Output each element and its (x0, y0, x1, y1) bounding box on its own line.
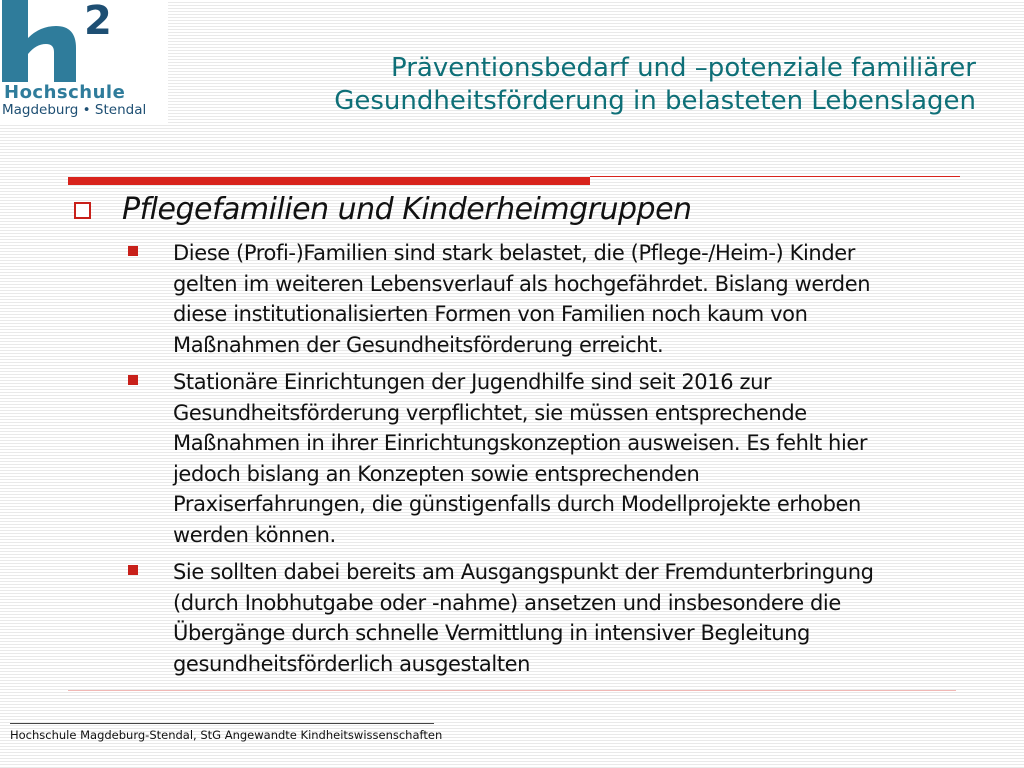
footer-rule (10, 723, 434, 724)
square-bullet-icon (128, 246, 138, 256)
square-bullet-icon (128, 565, 138, 575)
list-item (128, 557, 958, 679)
slide-title (216, 52, 976, 118)
section-heading: Pflegefamilien und Kinderheimgruppen (122, 192, 692, 227)
title-divider-thin (590, 176, 960, 177)
university-logo (0, 0, 168, 124)
hollow-square-bullet-icon (74, 202, 91, 219)
bullet-list (128, 238, 958, 686)
title-line-1: Präventionsbedarf und –potenziale familiärer (390, 53, 976, 83)
logo-superscript: 2 (84, 0, 112, 44)
content-divider (68, 690, 956, 691)
bullet-text: Sie sollten dabei bereits am Ausgangspunkt der Fremdunterbringung (durch Inobhutgabe oder -nahme) ansetzen und insbesondere die Übergänge durch schnelle Vermittlung in intensiver Begleitung gesundheitsförderlich ausgestalten (173, 560, 874, 676)
list-item (128, 367, 958, 550)
title-line-2: Gesundheitsförderung in belasteten Lebenslagen (334, 86, 976, 116)
square-bullet-icon (128, 375, 138, 385)
logo-name: Hochschule (4, 82, 126, 103)
logo-location: Magdeburg • Stendal (2, 102, 147, 118)
title-divider-thick (68, 177, 590, 185)
list-item (128, 238, 958, 360)
bullet-text: Diese (Profi-)Familien sind stark belastet, die (Pflege-/Heim-) Kinder gelten im weiteren Lebensverlauf als hochgefährdet. Bislang werden diese institutionalisierten Formen von Familien noch kaum von Maßnahmen der Gesundheitsförderung erreicht. (173, 241, 871, 357)
footer-text: Hochschule Magdeburg-Stendal, StG Angewandte Kindheitswissenschaften (10, 728, 443, 742)
bullet-text: Stationäre Einrichtungen der Jugendhilfe sind seit 2016 zur Gesundheitsförderung verpflichtet, sie müssen entsprechende Maßnahmen in ihrer Einrichtungskonzeption ausweisen. Es fehlt hier jedoch bislang an Konzepten sowie entsprechenden Praxiserfahrungen, die günstigenfalls durch Modellprojekte erhoben werden können. (173, 370, 868, 547)
